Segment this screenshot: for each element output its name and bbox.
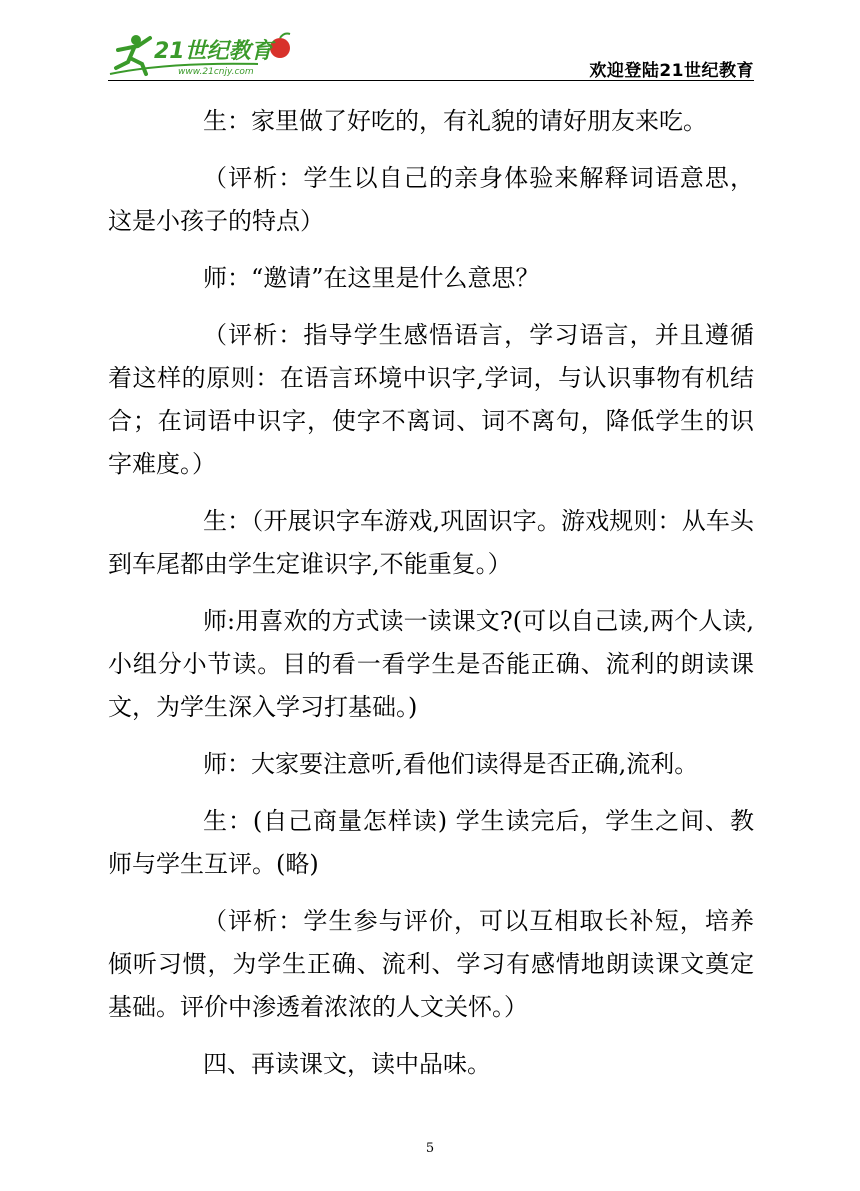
document-body [108,100,754,1100]
paragraph: 生：家里做了好吃的，有礼貌的请好朋友来吃。 [203,107,707,135]
header-divider [108,80,754,81]
site-logo [108,28,308,82]
logo-graphic [108,28,308,82]
paragraph: 师：“邀请”在这里是什么意思？ [203,264,540,292]
logo-text: 21世纪教育 [154,39,273,64]
page-number: 5 [425,1141,435,1156]
paragraph: 生：(自己商量怎样读) 学生读完后，学生之间、教师与学生互评。(略) [108,807,754,878]
paragraph: （评析：学生以自己的亲身体验来解释词语意思，这是小孩子的特点） [108,164,754,235]
paragraph: 四、再读课文，读中品味。 [203,1050,491,1078]
paragraph: 生：（开展识字车游戏,巩固识字。游戏规则：从车头到车尾都由学生定谁识字,不能重复。） [108,507,754,578]
paragraph: 师:用喜欢的方式读一读课文?(可以自己读,两个人读,小组分小节读。目的看一看学生是否能正确、流利的朗读课文，为学生深入学习打基础。) [108,607,754,721]
paragraph: 师：大家要注意听,看他们读得是否正确,流利。 [203,750,699,778]
header-welcome-text: 欢迎登陆21世纪教育 [589,61,754,81]
page-header [108,28,754,84]
paragraph: （评析：学生参与评价，可以互相取长补短，培养倾听习惯，为学生正确、流利、学习有感情地朗读课文奠定基础。评价中渗透着浓浓的人文关怀。） [108,907,754,1021]
logo-url-text: www.21cnjy.com [178,67,254,77]
paragraph: （评析：指导学生感悟语言，学习语言，并且遵循着这样的原则：在语言环境中识字,学词，与认识事物有机结合；在词语中识字，使字不离词、词不离句，降低学生的识字难度。） [108,321,754,478]
